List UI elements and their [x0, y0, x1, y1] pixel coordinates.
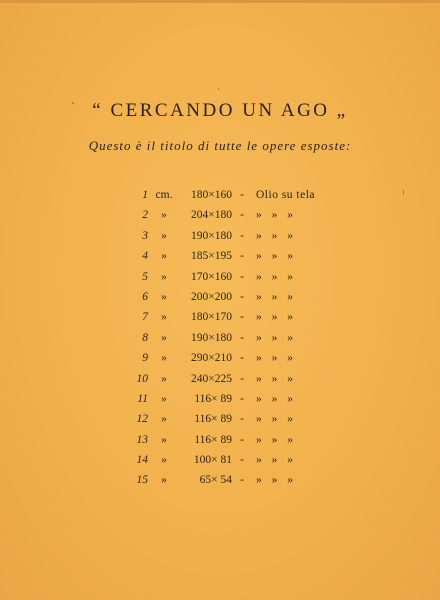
work-technique: » » » — [256, 311, 294, 324]
work-technique: » » » — [256, 454, 294, 467]
work-dimensions: 200×200 — [191, 290, 232, 303]
work-unit: » — [161, 454, 167, 467]
work-number: 1 — [142, 189, 148, 201]
work-unit: cm. — [155, 189, 173, 201]
work-unit: » — [161, 413, 167, 426]
work-number: 5 — [142, 270, 148, 283]
work-number: 13 — [136, 433, 148, 446]
paper-speck — [218, 88, 219, 90]
work-technique: » » » — [256, 352, 294, 365]
work-unit: » — [161, 250, 167, 263]
work-technique: » » » — [256, 250, 294, 263]
work-separator: - — [240, 433, 244, 446]
work-row — [0, 307, 440, 327]
work-number: 12 — [136, 413, 148, 426]
work-row — [0, 369, 440, 389]
work-row — [0, 450, 440, 470]
work-dimensions: 240×225 — [191, 372, 232, 385]
work-row — [0, 348, 440, 368]
work-technique: » » » — [256, 229, 294, 242]
work-separator: - — [240, 372, 244, 385]
work-separator: - — [240, 209, 244, 222]
work-row — [0, 470, 440, 490]
work-technique: » » » — [256, 270, 294, 283]
work-unit: » — [161, 474, 167, 487]
work-number: 7 — [142, 311, 148, 324]
work-unit: » — [161, 311, 167, 324]
work-number: 14 — [136, 454, 148, 467]
work-row — [0, 246, 440, 266]
work-dimensions: 190×180 — [191, 331, 232, 344]
work-number: 11 — [137, 392, 148, 405]
work-number: 15 — [136, 474, 148, 487]
page-title: “ CERCANDO UN AGO „ — [92, 100, 348, 121]
work-row — [0, 267, 440, 287]
work-dimensions: 204×180 — [191, 209, 232, 222]
work-dimensions: 180×160 — [191, 189, 232, 201]
work-row — [0, 205, 440, 225]
work-separator: - — [240, 352, 244, 365]
work-technique: » » » — [256, 290, 294, 303]
work-dimensions: 100× 81 — [193, 454, 232, 467]
work-dimensions: 180×170 — [191, 311, 232, 324]
work-dimensions: 190×180 — [191, 229, 232, 242]
work-number: 3 — [142, 229, 148, 242]
work-technique: » » » — [256, 372, 294, 385]
work-row — [0, 389, 440, 409]
work-number: 8 — [142, 331, 148, 344]
work-unit: » — [161, 209, 167, 222]
work-dimensions: 290×210 — [191, 352, 232, 365]
work-row — [0, 409, 440, 429]
work-dimensions: 185×195 — [191, 250, 232, 263]
work-separator: - — [240, 290, 244, 303]
work-dimensions: 170×160 — [191, 270, 232, 283]
work-number: 6 — [142, 290, 148, 303]
work-separator: - — [240, 474, 244, 487]
work-row — [0, 185, 440, 205]
work-dimensions: 116× 89 — [194, 392, 232, 405]
work-separator: - — [240, 250, 244, 263]
work-separator: - — [240, 229, 244, 242]
work-number: 2 — [142, 209, 148, 222]
work-technique: » » » — [256, 392, 294, 405]
work-separator: - — [240, 392, 244, 405]
work-technique: » » » — [256, 413, 294, 426]
work-separator: - — [240, 454, 244, 467]
work-unit: » — [161, 270, 167, 283]
work-dimensions: 116× 89 — [194, 413, 232, 426]
page-top-edge — [0, 0, 440, 3]
work-technique: » » » — [256, 474, 294, 487]
work-row — [0, 328, 440, 348]
paper-speck — [403, 190, 404, 195]
work-technique: » » » — [256, 209, 294, 222]
work-row — [0, 226, 440, 246]
work-unit: » — [161, 290, 167, 303]
paper-speck — [72, 102, 74, 104]
work-row — [0, 287, 440, 307]
work-dimensions: 65× 54 — [199, 474, 232, 487]
work-row — [0, 430, 440, 450]
work-number: 9 — [142, 352, 148, 365]
work-number: 10 — [136, 372, 148, 385]
work-technique: Olio su tela — [256, 189, 316, 201]
work-unit: » — [161, 392, 167, 405]
work-unit: » — [161, 372, 167, 385]
work-separator: - — [240, 311, 244, 324]
work-technique: » » » — [256, 433, 294, 446]
work-technique: » » » — [256, 331, 294, 344]
works-list — [0, 185, 440, 491]
work-separator: - — [240, 189, 244, 201]
page-subtitle: Questo è il titolo di tutte le opere esposte: — [88, 138, 352, 153]
work-dimensions: 116× 89 — [194, 433, 232, 446]
work-separator: - — [240, 270, 244, 283]
work-separator: - — [240, 331, 244, 344]
work-unit: » — [161, 331, 167, 344]
work-unit: » — [161, 433, 167, 446]
work-number: 4 — [142, 250, 148, 263]
work-unit: » — [161, 352, 167, 365]
work-unit: » — [161, 229, 167, 242]
work-separator: - — [240, 413, 244, 426]
